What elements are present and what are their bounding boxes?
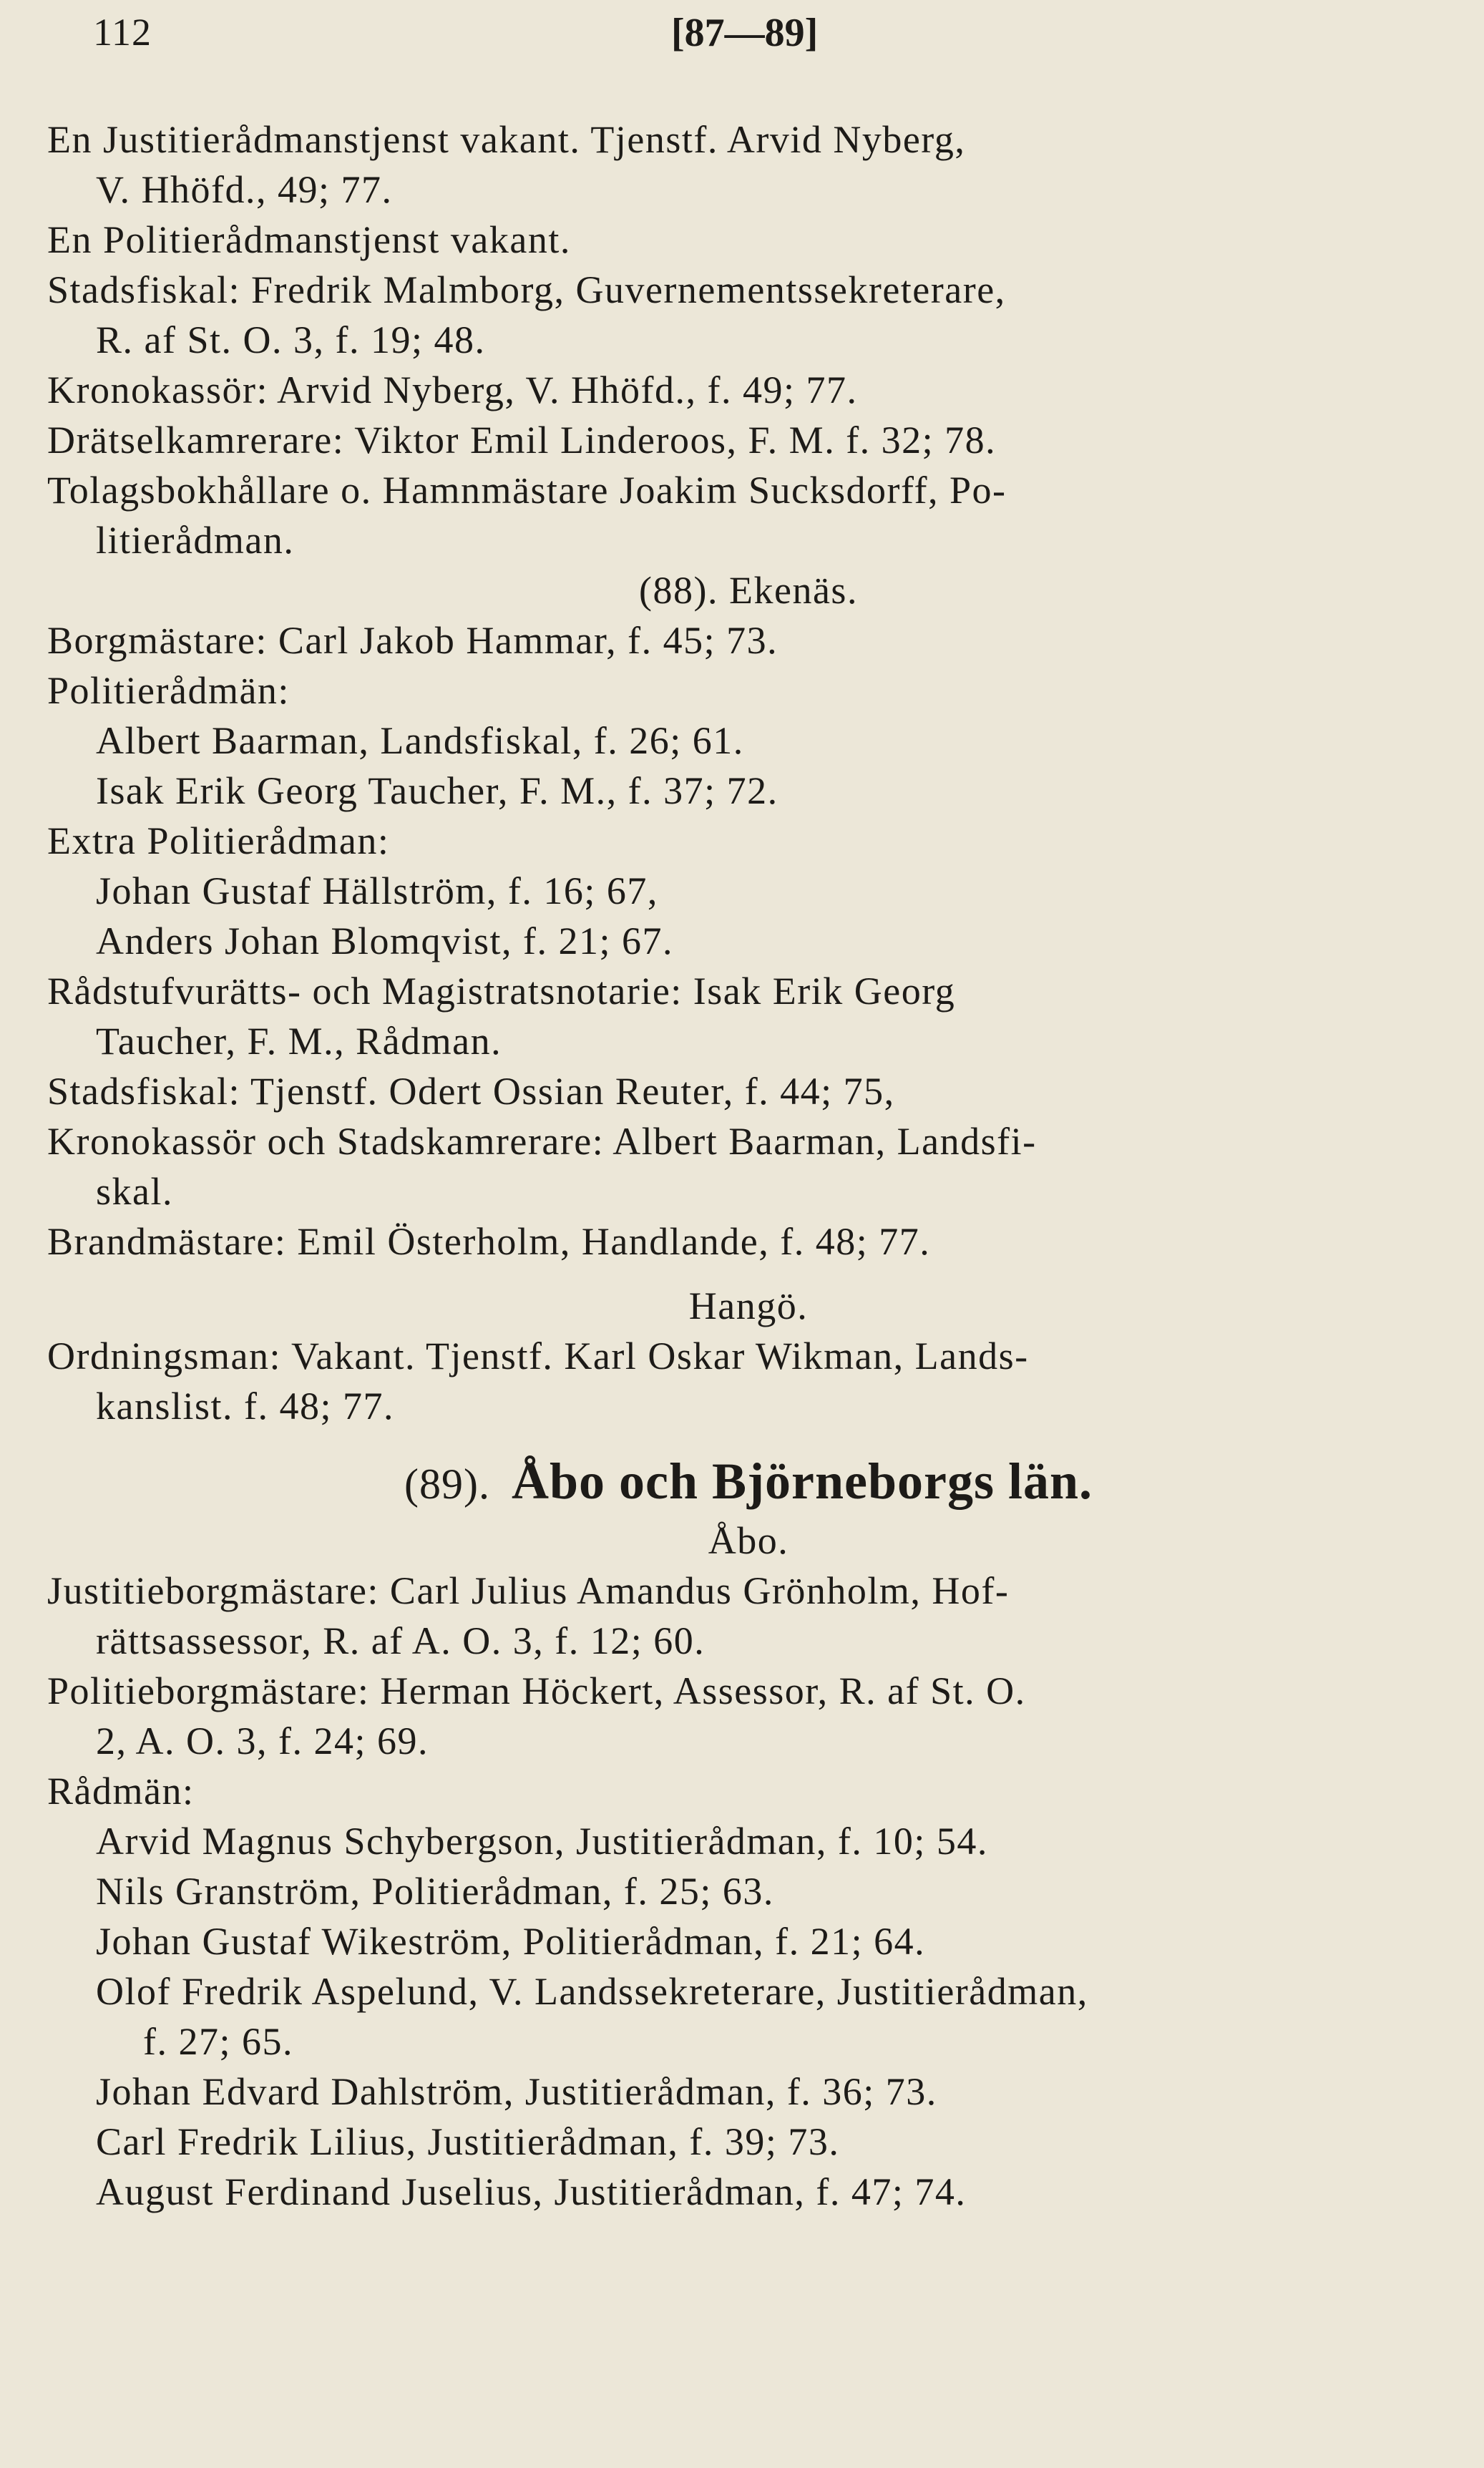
text-line: Justitieborgmästare: Carl Julius Amandus Grönholm, Hof- xyxy=(47,1569,1010,1612)
section-89-title: Åbo och Björneborgs län. xyxy=(511,1453,1093,1510)
text-line: Drätselkamrerare: Viktor Emil Linderoos, F. M. f. 32; 78. xyxy=(47,419,997,462)
page-header xyxy=(0,10,1484,67)
text-line: Anders Johan Blomqvist, f. 21; 67. xyxy=(96,920,673,962)
section-89-number: (89). xyxy=(404,1460,490,1508)
subheading-hango: Hangö. xyxy=(688,1284,809,1327)
text-line: Carl Fredrik Lilius, Justitierådman, f. 39; 73. xyxy=(96,2120,840,2163)
text-line: Brandmästare: Emil Österholm, Handlande, f. 48; 77. xyxy=(47,1220,931,1263)
section-88-heading: (88). Ekenäs. xyxy=(639,569,858,612)
text-line: Rådmän: xyxy=(47,1770,195,1813)
text-line: kanslist. f. 48; 77. xyxy=(96,1385,394,1428)
text-line: En Justitierådmanstjenst vakant. Tjenstf. Arvid Nyberg, xyxy=(47,118,966,161)
text-line: Johan Gustaf Hällström, f. 16; 67, xyxy=(96,869,658,912)
text-line: August Ferdinand Juselius, Justitierådman, f. 47; 74. xyxy=(96,2170,967,2213)
text-line: Johan Edvard Dahlström, Justitierådman, f. 36; 73. xyxy=(96,2070,937,2113)
text-line: Kronokassör: Arvid Nyberg, V. Hhöfd., f. 49; 77. xyxy=(47,369,858,411)
text-line: Olof Fredrik Aspelund, V. Landssekreterare, Justitierådman, xyxy=(96,1970,1088,2013)
text-line: Borgmästare: Carl Jakob Hammar, f. 45; 73. xyxy=(47,619,778,662)
page-number: 112 xyxy=(93,11,152,54)
text-line: Rådstufvurätts- och Magistratsnotarie: Isak Erik Georg xyxy=(47,970,956,1013)
text-line: Albert Baarman, Landsfiskal, f. 26; 61. xyxy=(96,719,744,762)
text-line: Politieborgmästare: Herman Höckert, Assessor, R. af St. O. xyxy=(47,1669,1026,1712)
subheading-abo: Åbo. xyxy=(708,1519,789,1562)
text-line: 2, A. O. 3, f. 24; 69. xyxy=(96,1720,429,1762)
page-range: [87—89] xyxy=(671,11,819,55)
text-line: litierådman. xyxy=(96,519,295,562)
text-line: Johan Gustaf Wikeström, Politierådman, f. 21; 64. xyxy=(96,1920,926,1963)
text-line: Nils Granström, Politierådman, f. 25; 63. xyxy=(96,1870,774,1913)
text-line: Tolagsbokhållare o. Hamnmästare Joakim Sucksdorff, Po- xyxy=(47,469,1007,512)
text-line: Taucher, F. M., Rådman. xyxy=(96,1020,502,1063)
text-line: Stadsfiskal: Fredrik Malmborg, Guvernementssekreterare, xyxy=(47,268,1006,311)
text-line: Politierådmän: xyxy=(47,669,290,712)
text-line: skal. xyxy=(96,1170,173,1213)
text-line: Ordningsman: Vakant. Tjenstf. Karl Oskar Wikman, Lands- xyxy=(47,1335,1029,1377)
text-line: En Politierådmanstjenst vakant. xyxy=(47,218,571,261)
text-line: Kronokassör och Stadskamrerare: Albert Baarman, Landsfi- xyxy=(47,1120,1037,1163)
text-line: R. af St. O. 3, f. 19; 48. xyxy=(96,318,486,361)
text-line: Isak Erik Georg Taucher, F. M., f. 37; 72. xyxy=(96,769,778,812)
text-line: Arvid Magnus Schybergson, Justitierådman, f. 10; 54. xyxy=(96,1820,988,1863)
text-line: Extra Politierådman: xyxy=(47,819,390,862)
text-line: Stadsfiskal: Tjenstf. Odert Ossian Reuter, f. 44; 75, xyxy=(47,1070,895,1113)
text-line: rättsassessor, R. af A. O. 3, f. 12; 60. xyxy=(96,1619,706,1662)
page-body xyxy=(47,114,1450,2217)
text-line: f. 27; 65. xyxy=(143,2020,293,2063)
spacer xyxy=(47,1267,1450,1281)
section-89-heading xyxy=(47,1447,1450,1516)
text-line: V. Hhöfd., 49; 77. xyxy=(96,168,393,211)
